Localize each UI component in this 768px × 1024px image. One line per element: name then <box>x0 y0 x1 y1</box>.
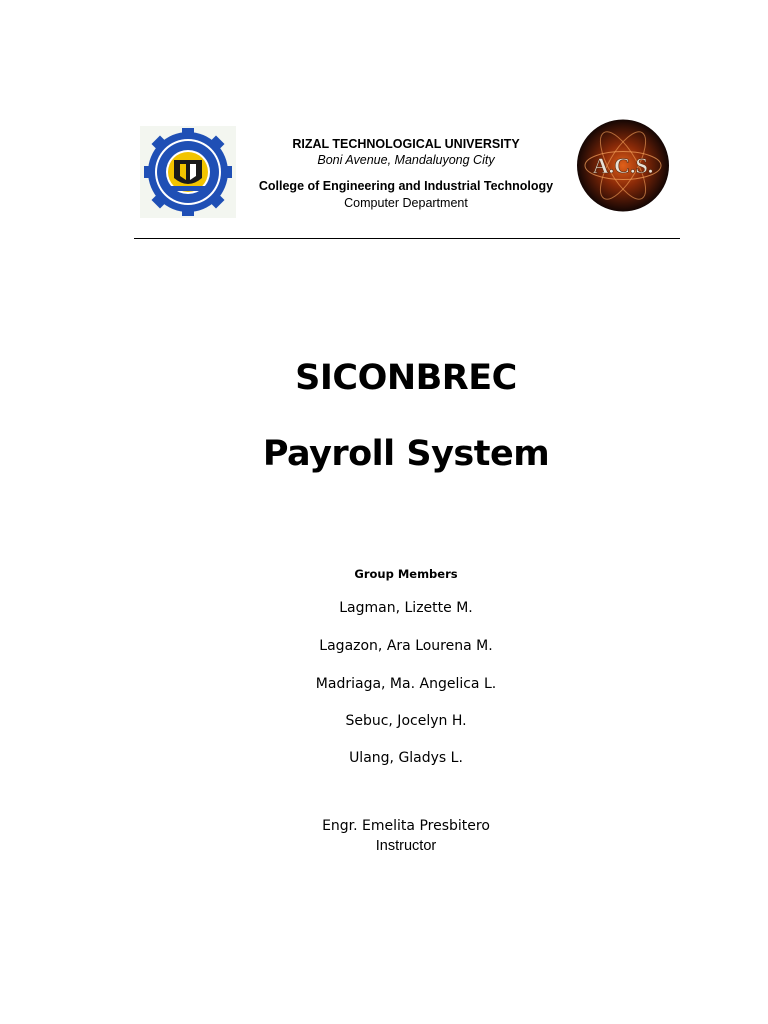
university-address: Boni Avenue, Mandaluyong City <box>317 153 495 167</box>
member-name: Lagazon, Ara Lourena M. <box>319 638 493 654</box>
header-text-block <box>236 136 576 211</box>
member-name: Sebuc, Jocelyn H. <box>345 713 467 729</box>
department-name: Computer Department <box>344 196 468 210</box>
university-name: RIZAL TECHNOLOGICAL UNIVERSITY <box>292 137 520 151</box>
document-subtitle: Payroll System <box>262 434 550 474</box>
acs-logo-icon <box>575 119 671 212</box>
member-name: Ulang, Gladys L. <box>349 750 463 766</box>
member-name: Lagman, Lizette M. <box>339 600 473 616</box>
group-members-heading: Group Members <box>354 567 458 581</box>
instructor-role: Instructor <box>375 838 437 854</box>
college-name: College of Engineering and Industrial Technology <box>258 179 554 193</box>
header-divider <box>134 238 680 239</box>
member-name: Madriaga, Ma. Angelica L. <box>315 676 497 692</box>
university-seal-icon <box>140 126 236 218</box>
svg-text:A.C.S.: A.C.S. <box>592 153 654 178</box>
document-title: SICONBREC <box>295 358 517 398</box>
instructor-name: Engr. Emelita Presbitero <box>322 818 490 834</box>
